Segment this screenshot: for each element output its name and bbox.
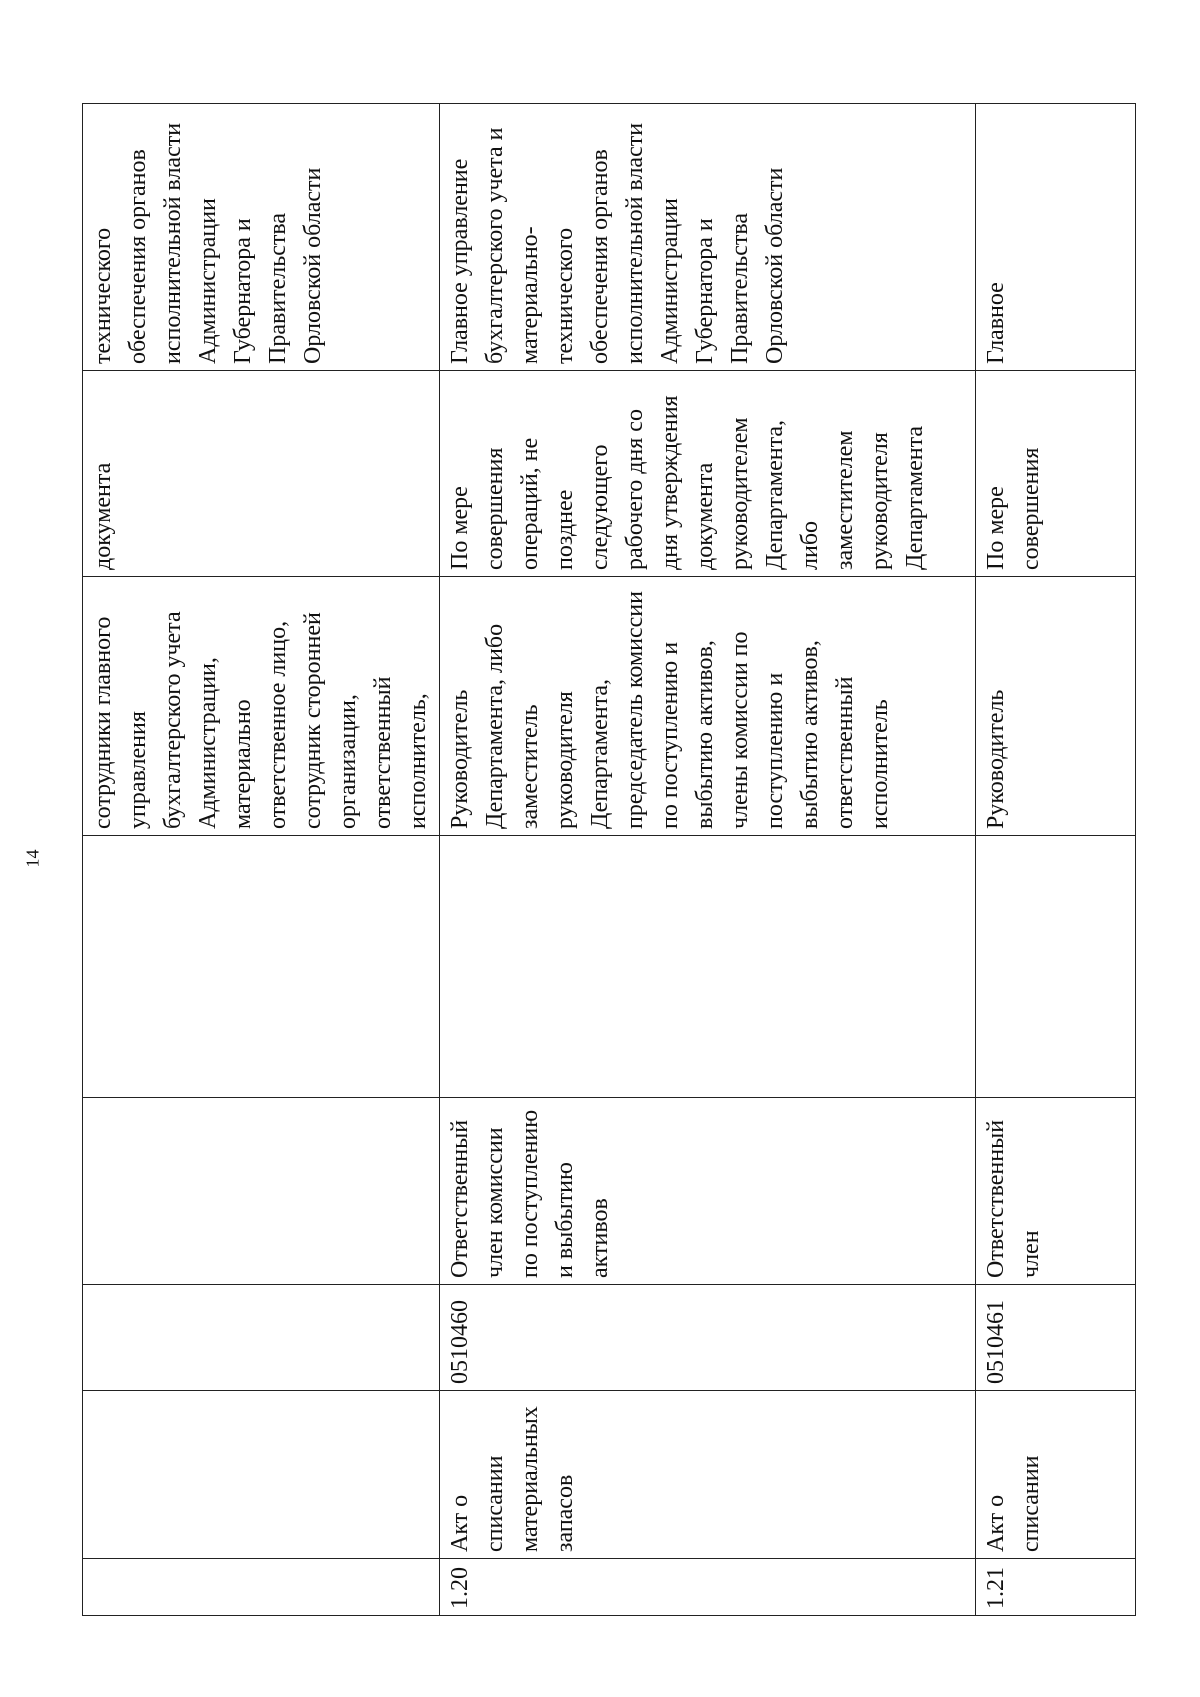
signers-cell: Руководитель Департамента, либо заместитель руководителя Департамента, председатель комиссии по поступлению и выбытию активов, члены комиссии по поступлению и выбытию активов, ответственный исполнитель <box>440 577 976 836</box>
empty-cell <box>976 836 1136 1098</box>
who-fills-cell: Ответственный член комиссии по поступлению и выбытию активов <box>440 1098 976 1285</box>
deadline-cell: По мере совершения операций, не позднее следующего рабочего дня со дня утверждения документа руководителем Департамента, либо заместителем руководителя Департамента <box>440 371 976 577</box>
form-code-cell: 0510461 <box>976 1285 1136 1391</box>
table-container <box>82 104 1114 1616</box>
deadline-cell: документа <box>83 371 440 577</box>
document-name-cell: Акт о списании материальных запасов <box>440 1391 976 1559</box>
empty-cell <box>440 836 976 1098</box>
receiver-cell: технического обеспечения органов исполнительной власти Администрации Губернатора и Правительства Орловской области <box>83 104 440 371</box>
deadline-cell: По мере совершения <box>976 371 1136 577</box>
signers-cell: сотрудники главного управления бухгалтерского учета Администрации, материально ответственное лицо, сотрудник сторонней организации, ответственный исполнитель, <box>83 577 440 836</box>
page-number: 14 <box>22 849 43 868</box>
receiver-cell: Главное <box>976 104 1136 371</box>
table-row <box>976 104 1136 1616</box>
document-name-cell: Акт о списании <box>976 1391 1136 1559</box>
row-number-cell: 1.21 <box>976 1559 1136 1616</box>
table-row <box>440 104 976 1616</box>
who-fills-cell <box>83 1098 440 1285</box>
empty-cell <box>83 836 440 1098</box>
receiver-cell: Главное управление бухгалтерского учета и материально-технического обеспечения органов исполнительной власти Администрации Губернатора и Правительства Орловской области <box>440 104 976 371</box>
document-table <box>82 103 1136 1616</box>
form-code-cell: 0510460 <box>440 1285 976 1391</box>
table-row <box>83 104 440 1616</box>
form-code-cell <box>83 1285 440 1391</box>
row-number-cell: 1.20 <box>440 1559 976 1616</box>
signers-cell: Руководитель <box>976 577 1136 836</box>
document-name-cell <box>83 1391 440 1559</box>
who-fills-cell: Ответственный член <box>976 1098 1136 1285</box>
row-number-cell <box>83 1559 440 1616</box>
